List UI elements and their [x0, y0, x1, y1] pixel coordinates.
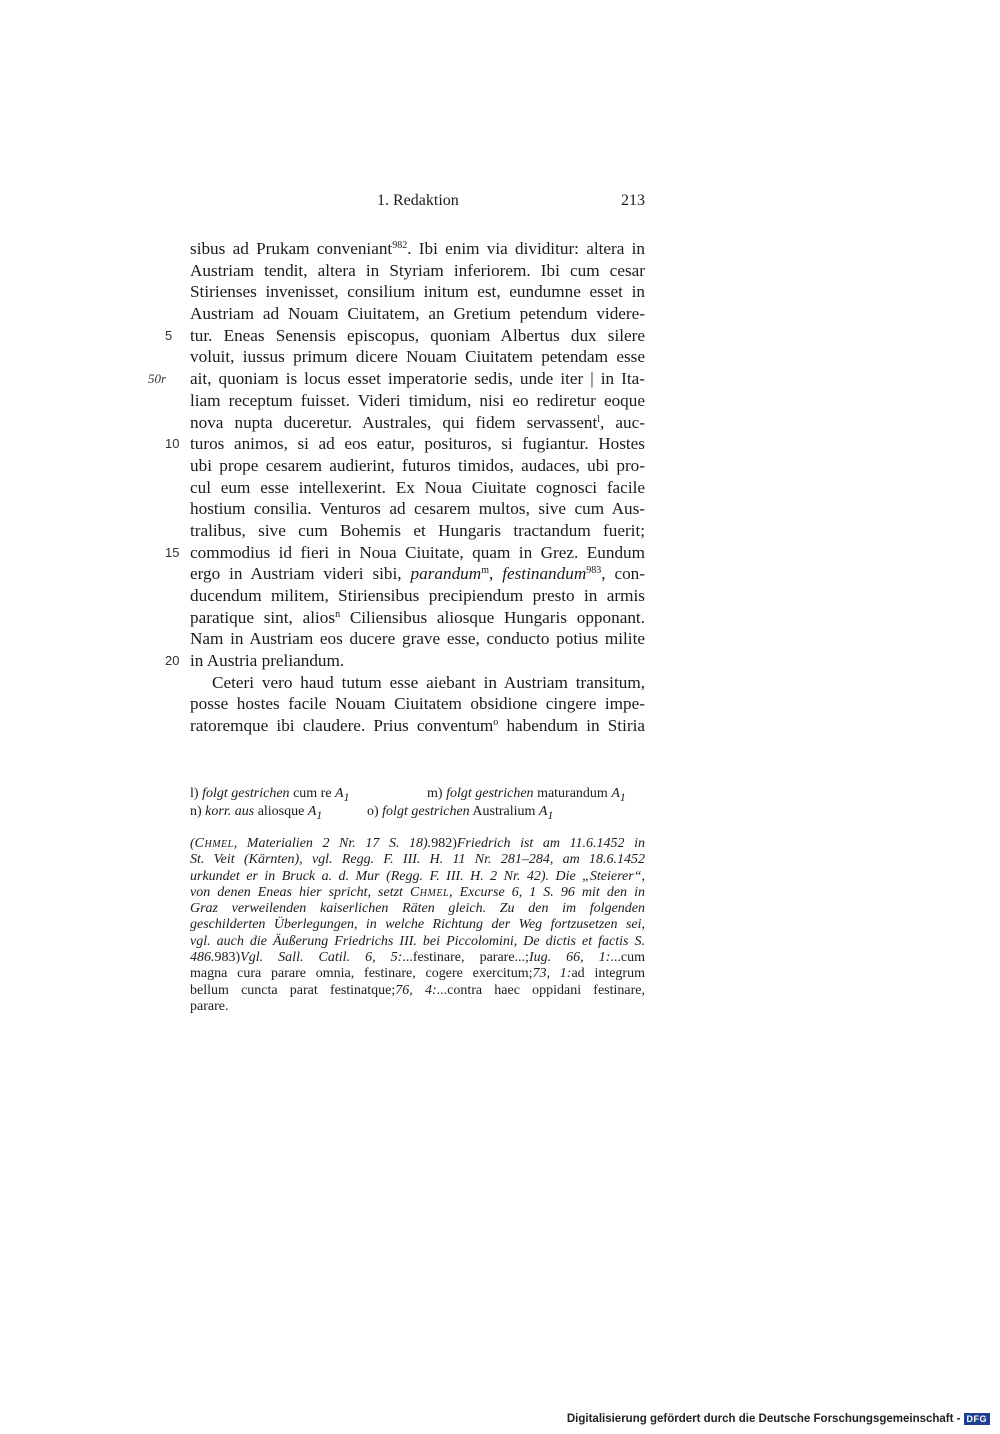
note-line: bellum cuncta parat festinatque;76, 4:...contra haec oppidani festinare,: [190, 982, 645, 998]
folio-marker: 50r: [148, 371, 167, 387]
note-line: von denen Eneas hier spricht, setzt Chmel, Excurse 6, 1 S. 96 mit den in: [190, 884, 645, 900]
apparatus-ref-m: m: [481, 565, 489, 577]
page-number: 213: [621, 192, 645, 209]
funding-footer: [567, 1411, 990, 1427]
apparatus-entry-n: n) korr. aus aliosque $A_1$: [190, 804, 323, 822]
text-line: 20 in Austria preliandum.: [165, 651, 345, 671]
text-line: hostium consilia. Venturos ad cesarem multos, sive cum Aus-: [190, 499, 645, 519]
note-line: parare.: [190, 998, 229, 1014]
text-line: ducendum militem, Stiriensibus precipiendum presto in armis: [190, 586, 645, 605]
footnote-ref-982: 982: [392, 240, 408, 251]
text-line: 5 tur. Eneas Senensis episcopus, quoniam Albertus dux silere: [165, 325, 645, 345]
text-line: nova nupta duceretur. Australes, qui fidem servassent$^l$, auc-: [190, 412, 645, 432]
apparatus-line: [190, 785, 645, 803]
text-line: Austriam ad Nouam Ciuitatem, an Gretium petendum videre-: [190, 304, 645, 324]
line-number: 5: [165, 327, 173, 343]
footnote-ref-983: 983: [586, 565, 602, 577]
critical-apparatus: [190, 785, 645, 821]
main-text: [148, 238, 646, 737]
text-line: paratique sint, alios$^n$ Ciliensibus aliosque Hungaris opponant.: [190, 607, 645, 627]
apparatus-ref-n: n: [335, 608, 341, 620]
text-line: sibus ad Prukam conveniant$^{982}$. Ibi enim via dividitur: altera in: [190, 239, 645, 258]
text-line: 15 commodius id fieri in Noua Ciuitate, quam in Grez. Eundum: [165, 542, 645, 562]
line-number: 15: [165, 544, 180, 560]
text-line: Austriam tendit, altera in Styriam inferiorem. Ibi cum cesar: [190, 260, 645, 280]
note-line: 486.983)Vgl. Sall. Catil. 6, 5:...festinare, parare...;Iug. 66, 1:...cum: [190, 950, 645, 966]
text-line: ratoremque ibi claudere. Prius conventum$^o$ habendum in Stiria: [190, 716, 645, 736]
text-line: Stirienses invenisset, consilium initum est, eundumne esset in: [190, 282, 645, 302]
line-number: 20: [165, 653, 180, 669]
note-number-983: 983): [214, 950, 241, 966]
apparatus-entry-o: o) folgt gestrichen Australium $A_1$: [367, 804, 554, 822]
running-title: 1. Redaktion: [377, 192, 459, 209]
note-number-982: 982): [431, 836, 457, 851]
commentary-notes: [190, 836, 645, 1015]
apparatus-ref-o: o: [493, 717, 499, 729]
text-line: tralibus, sive cum Bohemis et Hungaris tractandum fuerit;: [190, 520, 645, 540]
text-line: cul eum esse intellexerint. Ex Noua Ciuitate cognosci facile: [190, 477, 645, 497]
running-header: [190, 192, 645, 216]
funding-text: Digitalisierung gefördert durch die Deutsche Forschungsgemeinschaft -: [566, 1413, 961, 1425]
text-line: ubi prope cesarem audierint, futuros timidos, audaces, ubi pro-: [190, 455, 645, 475]
text-line: posse hostes facile Nouam Ciuitatem obsidione cingere impe-: [190, 694, 645, 714]
apparatus-entry-m: m) folgt gestrichen maturandum $A_1$: [427, 786, 626, 804]
text-line: 10 turos animos, si ad eos eatur, posituros, si fugiantur. Hostes: [165, 434, 645, 454]
text-line: voluit, iussus primum dicere Nouam Ciuitatem petendam esse: [190, 347, 645, 367]
text-line: ergo in Austriam videri sibi, parandum$^m$, festinandum$^{983}$, con-: [190, 564, 646, 584]
apparatus-line: [190, 803, 645, 821]
text-line: liam receptum fuisset. Videri timidum, nisi eo rediretur eoque: [190, 390, 645, 410]
text-line: Nam in Austriam eos ducere grave esse, conducto potius milite: [190, 629, 645, 649]
apparatus-entry-l: l) folgt gestrichen cum re $A_1$: [190, 786, 350, 804]
note-line: St. Veit (Kärnten), vgl. Regg. F. III. H. 11 Nr. 281–284, am 18.6.1452: [190, 852, 645, 868]
apparatus-ref-l: l: [597, 413, 601, 425]
note-line: vgl. auch die Äußerung Friedrichs III. bei Piccolomini, De dictis et factis S.: [190, 933, 645, 949]
note-line: (Chmel, Materialien 2 Nr. 17 S. 18).982)Friedrich ist am 11.6.1452 in: [190, 836, 646, 851]
text-line: 50r ait, quoniam is locus esset imperatorie sedis, unde iter | in Ita-: [148, 369, 645, 389]
note-line: magna cura parare omnia, festinare, cogere exercitum;73, 1:ad integrum: [190, 966, 645, 982]
note-line: geschilderten Überlegungen, in welche Richtung der Weg fortzusetzen sei,: [190, 917, 645, 933]
text-line: Ceteri vero haud tutum esse aiebant in Austriam transitum,: [212, 672, 645, 692]
line-number: 10: [165, 436, 180, 452]
note-line: urkundet er in Bruck a. d. Mur (Regg. F. III. H. 2 Nr. 42). Die „Steierer“,: [190, 868, 645, 884]
note-line: Graz verweilenden kaiserlichen Räten gleich. Zu den im folgenden: [190, 901, 645, 917]
dfg-logo: DFG: [964, 1413, 991, 1425]
